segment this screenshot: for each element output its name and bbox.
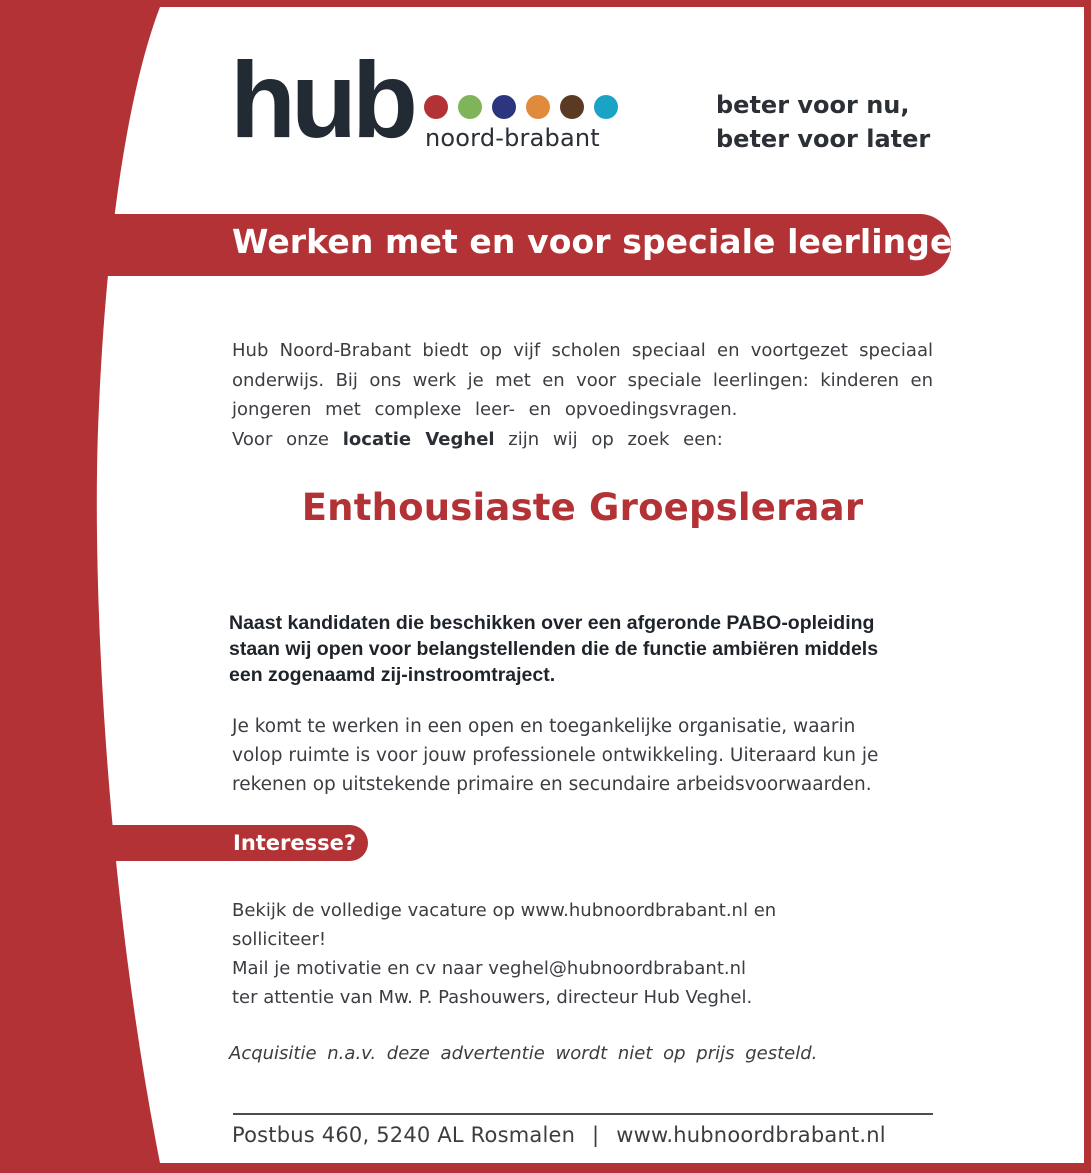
interest-heading: Interesse? xyxy=(233,831,357,855)
requirements-line-3: een zogenaamd zij-instroomtraject. xyxy=(229,664,556,686)
footer-separator: | xyxy=(592,1123,600,1147)
offer-line-1: Je komt te werken in een open en toegankelijke organisatie, waarin xyxy=(232,716,856,737)
intro-line-1: Hub Noord-Brabant biedt op vijf scholen speciaal en voortgezet speciaal xyxy=(232,340,933,361)
tagline xyxy=(716,88,930,156)
intro-line-2: onderwijs. Bij ons werk je met en voor speciale leerlingen: kinderen en xyxy=(232,369,933,391)
offer-line-3: rekenen op uitstekende primaire en secundaire arbeidsvoorwaarden. xyxy=(232,774,872,795)
logo-subtitle: noord-brabant xyxy=(425,124,600,152)
footer-website: www.hubnoordbrabant.nl xyxy=(616,1123,886,1147)
requirements-line-1: Naast kandidaten die beschikken over een afgeronde PABO-opleiding xyxy=(229,612,875,634)
contact-line-2: solliciteer! xyxy=(232,929,327,950)
requirements-line-2: staan wij open voor belangstellenden die de functie ambiëren middels xyxy=(229,638,879,660)
logo-dot-red xyxy=(424,95,448,119)
requirements-paragraph xyxy=(229,610,934,688)
footer-divider xyxy=(233,1113,933,1115)
offer-line-2: volop ruimte is voor jouw professionele ontwikkeling. Uiteraard kun je xyxy=(232,745,879,766)
tagline-line-1: beter voor nu, xyxy=(716,91,910,119)
banner-title: Werken met en voor speciale leerlingen xyxy=(232,222,977,261)
contact-paragraph xyxy=(232,896,872,1012)
job-title: Enthousiaste Groepsleraar xyxy=(301,486,864,529)
tagline-line-2: beter voor later xyxy=(716,125,931,153)
location-highlight: locatie Veghel xyxy=(342,428,495,450)
footer-address: Postbus 460, 5240 AL Rosmalen xyxy=(232,1123,576,1147)
intro-line-4-post: zijn wij op zoek een: xyxy=(494,428,723,450)
contact-line-4: ter attentie van Mw. P. Pashouwers, directeur Hub Veghel. xyxy=(232,987,753,1008)
intro-line-4 xyxy=(232,425,933,455)
intro-line-4-pre: Voor onze xyxy=(232,428,343,450)
contact-line-1: Bekijk de volledige vacature op www.hubnoordbrabant.nl en xyxy=(232,900,777,921)
offer-paragraph xyxy=(232,712,933,799)
logo-dot-green xyxy=(458,95,482,119)
logo-dots xyxy=(424,95,618,119)
intro-paragraph xyxy=(232,336,933,454)
contact-line-3: Mail je motivatie en cv naar veghel@hubnoordbrabant.nl xyxy=(232,958,747,979)
footer xyxy=(232,1123,886,1147)
logo-dot-navy xyxy=(492,95,516,119)
logo-dot-cyan xyxy=(594,95,618,119)
disclaimer: Acquisitie n.a.v. deze advertentie wordt niet op prijs gesteld. xyxy=(229,1043,818,1064)
intro-line-3: jongeren met complexe leer- en opvoedingsvragen. xyxy=(232,399,738,420)
logo-dot-orange xyxy=(526,95,550,119)
hub-logo-wordmark: hub xyxy=(230,39,413,160)
logo-dot-brown xyxy=(560,95,584,119)
